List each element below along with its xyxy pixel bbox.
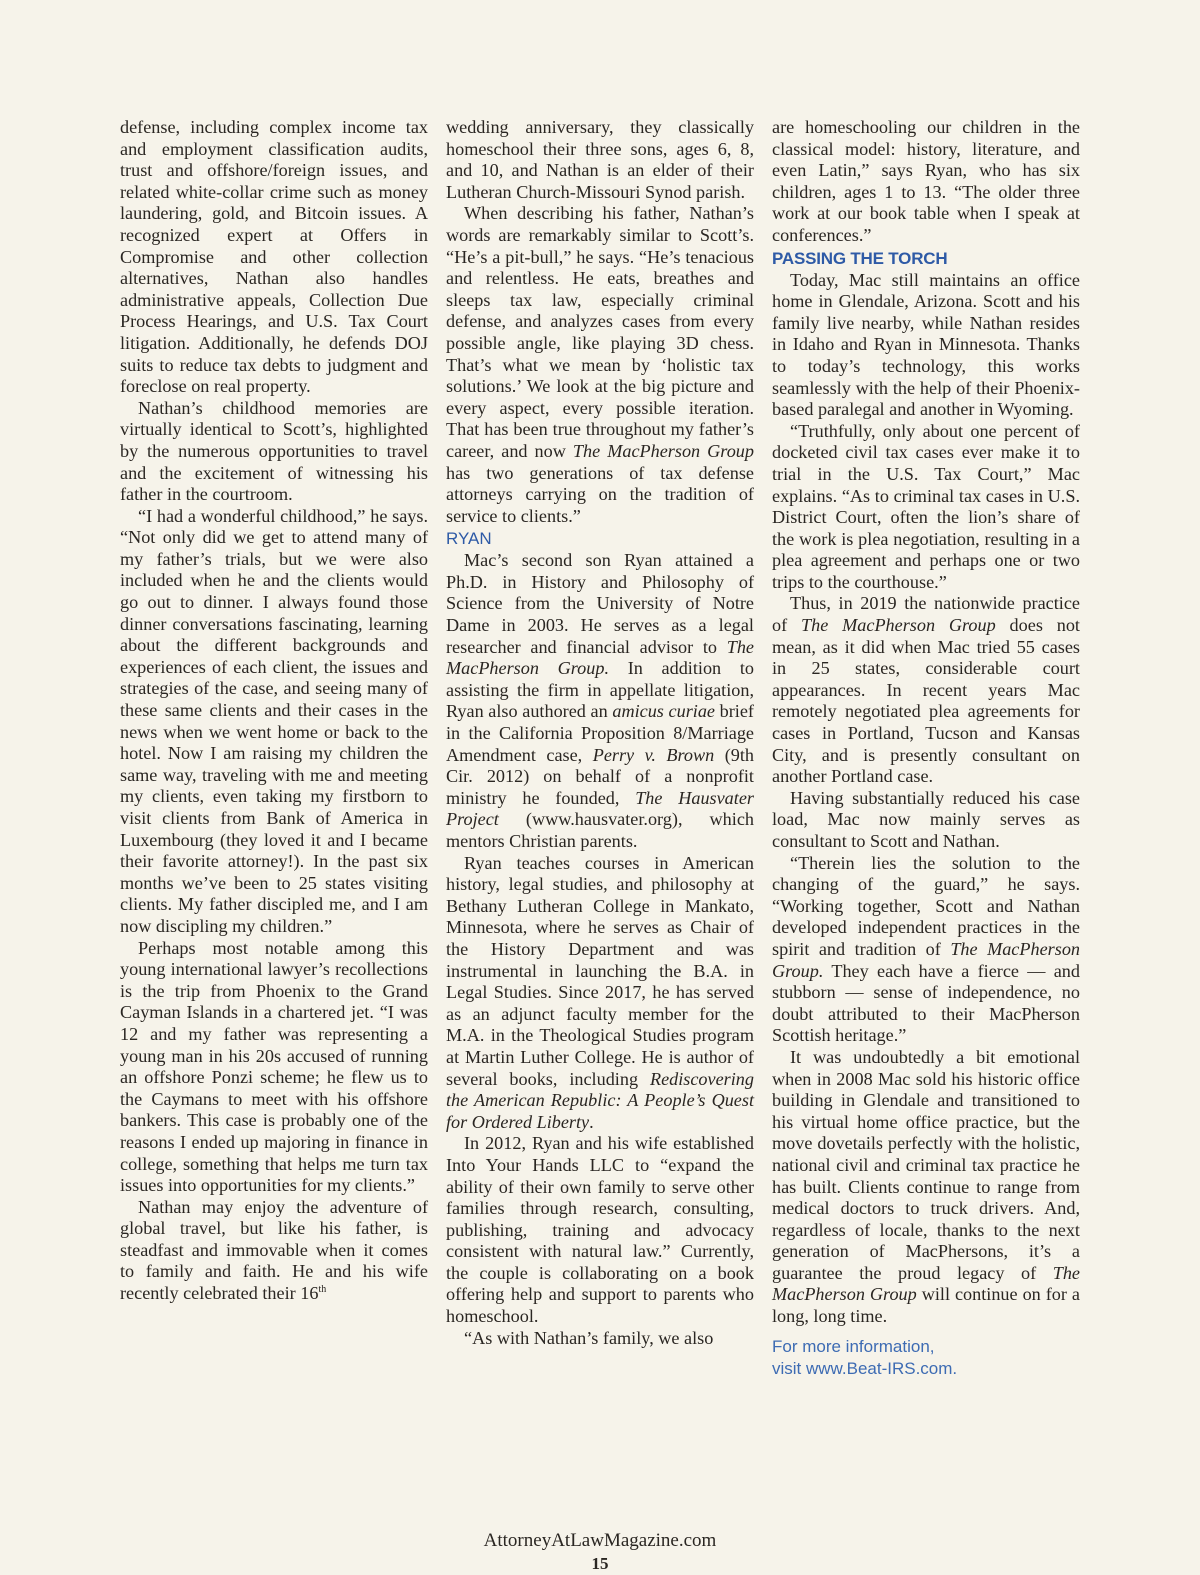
paragraph: are homeschooling our children in the classical model: history, literature, and even Latin,” says Ryan, who has six children, ages 1 to 13. “The older three work at our book table when I speak at conferences.” xyxy=(772,117,1080,245)
firm-name: The MacPherson Group xyxy=(772,1262,1080,1305)
paragraph xyxy=(772,1047,1080,1328)
firm-name: The MacPherson Group xyxy=(572,440,754,461)
paragraph xyxy=(446,203,754,527)
paragraph: defense, including complex income tax and employment classification audits, trust and offshore/foreign issues, and related white-collar crime such as money laundering, gold, and Bitcoin issues. A recognized expert at Offers in Compromise and other collection alternatives, Nathan also handles administrative appeals, Collection Due Process Hearings, and U.S. Tax Court litigation. Additionally, he defends DOJ suits to reduce tax debts to judgment and foreclose on real property. xyxy=(120,117,428,397)
paragraph: “As with Nathan’s family, we also xyxy=(464,1327,714,1348)
superscript: th xyxy=(318,1284,327,1295)
project-name: The Hausvater Project xyxy=(446,787,754,830)
italic-term: amicus curiae xyxy=(612,701,715,722)
firm-name: The MacPherson Group xyxy=(801,615,996,636)
footer-site-url[interactable]: AttorneyAtLawMagazine.com xyxy=(483,1530,717,1551)
paragraph-text: (9th Cir. 2012) on behalf of a nonprofit ministry he founded, xyxy=(446,744,754,808)
article-column-1 xyxy=(120,117,428,1305)
subheading-ryan: RYAN xyxy=(446,529,492,549)
firm-name: The MacPherson Group. xyxy=(772,938,1081,981)
paragraph xyxy=(772,593,1080,787)
page-number: 15 xyxy=(591,1554,609,1573)
paragraph: “Truthfully, only about one percent of docketed civil tax cases ever make it to trial in the U.S. Tax Court,” Mac explains. “As to criminal tax cases in U.S. District Court, often the lion’s share of the work is plea negotiation, resulting in a plea agreement and perhaps one or two trips to the courthouse.” xyxy=(772,420,1080,592)
book-title: Rediscovering the American Republic: A People’s Quest for Ordered Liberty xyxy=(446,1068,754,1132)
page-footer xyxy=(0,1531,1200,1575)
more-info-line: For more information, xyxy=(772,1336,935,1356)
paragraph-text: It was undoubtedly a bit emotional when in 2008 Mac sold his historic office building in Glendale and transitioned to his virtual home office practice, but the move dovetails perfectly with the holistic, national civil and criminal tax practice he has built. Clients continue to range from medical doctors to truck drivers. And, regardless of locale, thanks to the next generation of MacPhersons, it’s a guarantee the proud legacy of xyxy=(772,1046,1080,1283)
paragraph-text: (www.hausvater.org), which mentors Christian parents. xyxy=(446,809,754,851)
paragraph-text: Mac’s second son Ryan attained a Ph.D. in History and Philosophy of Science from the University of Notre Dame in 2003. He serves as a legal researcher and financial advisor to xyxy=(446,550,754,657)
more-info-callout xyxy=(772,1336,1080,1380)
paragraph: “I had a wonderful childhood,” he says. “Not only did we get to attend many of my father’s trials, but we were also included when he and the clients would go out to dinner. I always found those dinner conversations fascinating, learning about the different backgrounds and experiences of each client, the issues and strategies of the case, and seeing many of these same clients and their cases in the news when we went home or back to the hotel. Now I am raising my children the same way, traveling with me and meeting my clients, even taking my firstborn to visit clients from Bank of America in Luxembourg (they loved it and I became their favorite attorney!). In the past six months we’ve been to 25 states visiting clients. My father discipled me, and I am now discipling my children.” xyxy=(120,505,428,936)
paragraph-text: does not mean, as it did when Mac tried 55 cases in 25 states, considerable court appearances. In recent years Mac remotely negotiated plea agreements for cases in Portland, Tucson and Kansas City, and is presently consultant on another Portland case. xyxy=(772,615,1080,787)
paragraph xyxy=(120,1197,428,1305)
paragraph xyxy=(772,853,1080,1047)
article-column-2 xyxy=(446,117,754,1349)
paragraph-text: has two generations of tax defense attorneys carrying on the tradition of service to clients.” xyxy=(446,462,754,526)
paragraph: Today, Mac still maintains an office home in Glendale, Arizona. Scott and his family live nearby, while Nathan resides in Idaho and Ryan in Minnesota. Thanks to today’s technology, this works seamlessly with the help of their Phoenix-based paralegal and another in Wyoming. xyxy=(772,269,1080,420)
website-link[interactable]: visit www.Beat-IRS.com. xyxy=(772,1358,958,1378)
paragraph-text: Thus, in 2019 the nationwide practice of xyxy=(772,593,1080,636)
paragraph: In 2012, Ryan and his wife established Into Your Hands LLC to “expand the ability of their own family to serve other families through research, consulting, publishing, training and advocacy consistent with natural law.” Currently, the couple is collaborating on a book offering help and support to parents who homeschool. xyxy=(446,1133,754,1327)
paragraph-text: In addition to assisting the firm in appellate litigation, Ryan also authored an xyxy=(446,658,754,722)
paragraph-text: They each have a fierce — and stubborn — sense of independence, no doubt attributed to their MacPherson Scottish heritage.” xyxy=(772,960,1080,1046)
paragraph: Having substantially reduced his case load, Mac now mainly serves as consultant to Scott and Nathan. xyxy=(772,787,1080,851)
paragraph-text: . xyxy=(589,1111,594,1132)
article-column-3 xyxy=(772,117,1080,1380)
paragraph xyxy=(446,853,754,1134)
paragraph-text: Ryan teaches courses in American history, legal studies, and philosophy at Bethany Lutheran College in Mankato, Minnesota, where he serves as Chair of the History Department and was instrumental in launching the B.A. in Legal Studies. Since 2017, he has served as an adjunct faculty member for the M.A. in the Theological Studies program at Martin Luther College. He is author of several books, including xyxy=(446,852,754,1089)
paragraph-text: Nathan may enjoy the adventure of global travel, but like his father, is steadfast and immovable when it comes to family and faith. He and his wife recently celebrated their 16 xyxy=(120,1196,428,1304)
paragraph: Nathan’s childhood memories are virtually identical to Scott’s, highlighted by the numerous opportunities to travel and the excitement of witnessing his father in the courtroom. xyxy=(120,397,428,505)
paragraph: wedding anniversary, they classically homeschool their three sons, ages 6, 8, and 10, and Nathan is an elder of their Lutheran Church-Missouri Synod parish. xyxy=(446,117,754,202)
paragraph: Perhaps most notable among this young international lawyer’s recollections is the trip from Phoenix to the Grand Cayman Islands in a chartered jet. “I was 12 and my father was representing a young man in his 20s accused of running an offshore Ponzi scheme; he flew us to the Caymans to meet with his offshore bankers. This case is probably one of the reasons I ended up majoring in finance in college, something that helps me turn tax issues into opportunities for my clients.” xyxy=(120,937,428,1196)
paragraph-text: “Therein lies the solution to the changing of the guard,” he says. “Working together, Scott and Nathan developed independent practices in the spirit and tradition of xyxy=(772,852,1080,959)
paragraph-text: When describing his father, Nathan’s words are remarkably similar to Scott’s. “He’s a pit-bull,” he says. “He’s tenacious and relentless. He eats, breathes and sleeps tax law, especially criminal defense, and analyzes cases from every possible angle, like playing 3D chess. That’s what we mean by ‘holistic tax solutions.’ We look at the big picture and every aspect, every possible iteration. That has been true throughout my father’s career, and now xyxy=(446,203,754,461)
firm-name: The MacPherson Group. xyxy=(446,636,754,679)
case-name: Perry v. Brown xyxy=(592,744,715,765)
section-heading-passing-the-torch: PASSING THE TORCH xyxy=(772,248,948,268)
paragraph-text: brief in the California Proposition 8/Marriage Amendment case, xyxy=(446,701,754,765)
paragraph xyxy=(446,550,754,852)
paragraph-text: will continue on for a long, long time. xyxy=(772,1284,1080,1327)
